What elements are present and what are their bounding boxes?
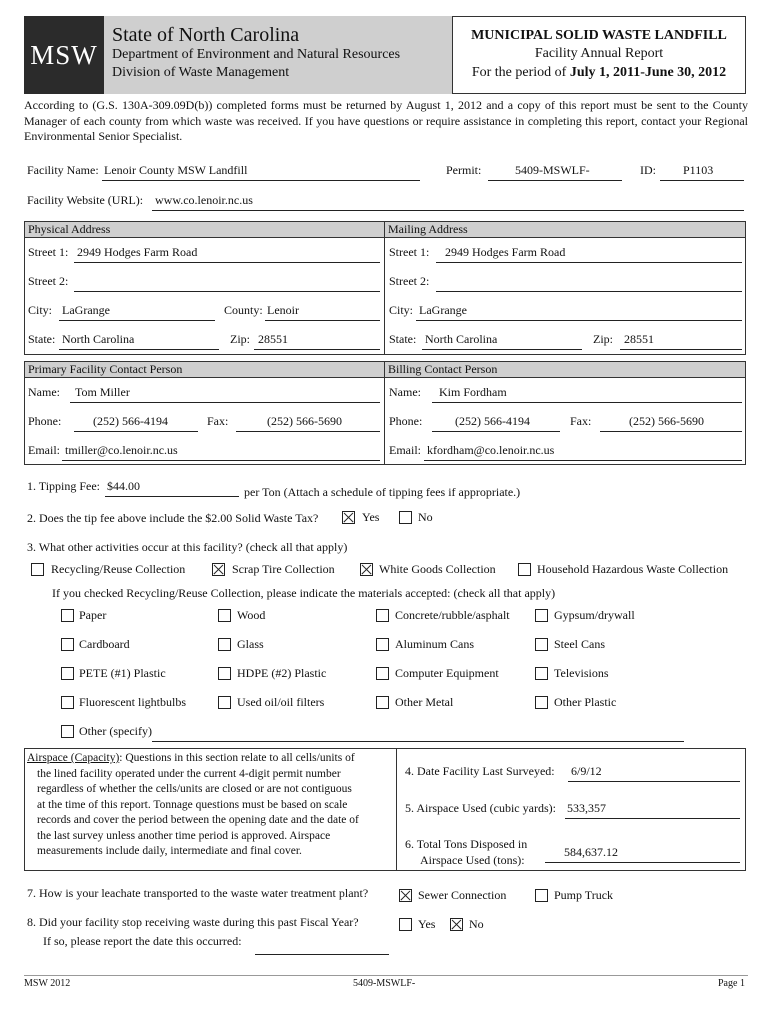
q8-no-label: No (469, 917, 484, 931)
agency-block (104, 16, 452, 94)
q3-label: 3. What other activities occur at this facility? (check all that apply) (27, 540, 348, 554)
material-other-label: Other (specify) (79, 724, 152, 738)
primary-email-line (62, 460, 380, 461)
physical-address-heading: Physical Address (25, 222, 385, 238)
q8-sub-label: If so, please report the date this occurred: (43, 934, 242, 948)
phys-state-value[interactable]: North Carolina (62, 332, 135, 346)
phys-street1-line (74, 262, 380, 263)
phys-county-label: County: (224, 303, 263, 317)
phys-county-line (265, 320, 380, 321)
billing-fax-value[interactable]: (252) 566-5690 (629, 414, 704, 428)
material-other-checkbox[interactable] (61, 725, 74, 738)
airspace-text (27, 751, 359, 860)
q8-yes-label: Yes (418, 917, 436, 931)
q8-date-line[interactable] (255, 954, 389, 955)
material-computer-label: Computer Equipment (395, 666, 499, 680)
material-hdpe-label: HDPE (#2) Plastic (237, 666, 327, 680)
phys-city-label: City: (28, 303, 53, 317)
phys-street1-label: Street 1: (28, 245, 69, 259)
billing-email-line (424, 460, 742, 461)
state-name: State of North Carolina (112, 24, 300, 46)
material-tv-checkbox[interactable] (535, 667, 548, 680)
phys-zip-line (254, 349, 380, 350)
q1-tipping-fee-value[interactable]: $44.00 (107, 479, 140, 493)
primary-phone-value[interactable]: (252) 566-4194 (93, 414, 168, 428)
msw-badge: MSW (24, 16, 104, 94)
material-computer-checkbox[interactable] (376, 667, 389, 680)
mail-state-label: State: (389, 332, 417, 346)
mail-street2-label: Street 2: (389, 274, 430, 288)
activity-scrap-tire-checkbox[interactable] (212, 563, 225, 576)
material-other-plastic-label: Other Plastic (554, 695, 617, 709)
billing-phone-label: Phone: (389, 414, 423, 428)
material-fluorescent-checkbox[interactable] (61, 696, 74, 709)
primary-fax-label: Fax: (207, 414, 229, 428)
material-tv-label: Televisions (554, 666, 609, 680)
billing-contact-heading: Billing Contact Person (385, 362, 745, 378)
phys-state-label: State: (28, 332, 56, 346)
period-value: July 1, 2011-June 30, 2012 (569, 65, 727, 80)
permit-line (488, 180, 622, 181)
primary-email-value[interactable]: tmiller@co.lenoir.nc.us (65, 443, 178, 457)
q8-label: 8. Did your facility stop receiving waste during this past Fiscal Year? (27, 915, 359, 929)
phys-street2-line[interactable] (74, 291, 380, 292)
material-steel-checkbox[interactable] (535, 638, 548, 651)
mail-city-value[interactable]: LaGrange (419, 303, 467, 317)
material-hdpe-checkbox[interactable] (218, 667, 231, 680)
q8-yes-checkbox[interactable] (399, 918, 412, 931)
report-title: MUNICIPAL SOLID WASTE LANDFILL (471, 28, 727, 43)
q5-label: 5. Airspace Used (cubic yards): (405, 801, 556, 815)
mail-city-label: City: (389, 303, 414, 317)
activity-white-goods-label: White Goods Collection (379, 562, 496, 576)
airspace-text-3: at the time of this report. Tonnage questions must be based on scale (37, 798, 348, 811)
material-steel-label: Steel Cans (554, 637, 605, 651)
material-aluminum-label: Aluminum Cans (395, 637, 475, 651)
airspace-line-0 (27, 751, 359, 767)
permit-value[interactable]: 5409-MSWLF- (515, 163, 590, 177)
q7-sewer-checkbox[interactable] (399, 889, 412, 902)
mail-zip-line (620, 349, 742, 350)
report-title-block (452, 16, 746, 94)
intro-paragraph: According to (G.S. 130A-309.09D(b)) completed forms must be returned by August 1, 2012 and a copy of this report must be sent to the County Manager of each county from which waste was received. If you have questions or require assistance in completing this report, contact your Regional Environmental Senior Specialist. (24, 98, 748, 143)
period-prefix: For the period of (471, 65, 570, 80)
material-pete-checkbox[interactable] (61, 667, 74, 680)
contact-divider (384, 362, 385, 464)
activity-recycling-checkbox[interactable] (31, 563, 44, 576)
primary-phone-label: Phone: (28, 414, 62, 428)
q8-no-checkbox[interactable] (450, 918, 463, 931)
id-line (660, 180, 744, 181)
footer-left: MSW 2012 (24, 978, 71, 989)
q6-label-2: Airspace Used (tons): (420, 853, 525, 867)
material-wood-label: Wood (237, 608, 266, 622)
airspace-text-2: regardless of whether the cells/units are closed or are not contiguous (37, 783, 352, 795)
mailing-address-heading: Mailing Address (385, 222, 745, 238)
material-glass-checkbox[interactable] (218, 638, 231, 651)
activity-white-goods-checkbox[interactable] (360, 563, 373, 576)
q2-no-label: No (418, 510, 433, 524)
phys-zip-value[interactable]: 28551 (258, 332, 288, 346)
material-paper-label: Paper (79, 608, 107, 622)
q2-yes-checkbox[interactable] (342, 511, 355, 524)
q4-value[interactable]: 6/9/12 (571, 764, 602, 778)
facility-name-label: Facility Name: (27, 163, 99, 177)
mail-city-line (416, 320, 742, 321)
primary-name-value[interactable]: Tom Miller (75, 385, 130, 399)
footer-page-number: Page 1 (718, 978, 745, 989)
billing-name-label: Name: (389, 385, 421, 399)
material-other-plastic-checkbox[interactable] (535, 696, 548, 709)
billing-name-line (432, 402, 742, 403)
phys-county-value[interactable]: Lenoir (267, 303, 299, 317)
address-divider (384, 222, 385, 354)
billing-email-label: Email: (389, 443, 421, 457)
q4-line (568, 781, 740, 782)
report-period (453, 63, 745, 82)
airspace-text-6: measurements include daily, intermediate and final cover. (37, 845, 302, 857)
primary-email-label: Email: (28, 443, 60, 457)
activity-recycling-label: Recycling/Reuse Collection (51, 562, 186, 576)
material-other-line[interactable] (152, 741, 684, 742)
q7-pump-truck-checkbox[interactable] (535, 889, 548, 902)
q1-label: 1. Tipping Fee: (27, 479, 101, 493)
phys-city-line (59, 320, 215, 321)
billing-phone-line (432, 431, 560, 432)
facility-name-line (102, 180, 420, 181)
form-header (24, 16, 746, 94)
q1-suffix: per Ton (Attach a schedule of tipping fees if appropriate.) (244, 485, 521, 499)
airspace-text-4: records and cover the period between the opening date and the date of (37, 814, 359, 826)
material-gypsum-label: Gypsum/drywall (554, 608, 635, 622)
website-label: Facility Website (URL): (27, 193, 144, 207)
q6-line (545, 862, 740, 863)
primary-fax-value[interactable]: (252) 566-5690 (267, 414, 342, 428)
material-paper-checkbox[interactable] (61, 609, 74, 622)
q2-yes-label: Yes (362, 510, 380, 524)
airspace-text-5: the last survey unless another time period is approved. Airspace (37, 829, 331, 842)
q2-label: 2. Does the tip fee above include the $2.00 Solid Waste Tax? (27, 511, 319, 525)
material-concrete-label: Concrete/rubble/asphalt (395, 608, 510, 622)
material-cardboard-label: Cardboard (79, 637, 130, 651)
airspace-divider (396, 749, 397, 870)
activity-scrap-tire-label: Scrap Tire Collection (232, 562, 335, 576)
q5-value[interactable]: 533,357 (567, 801, 606, 815)
facility-name-value[interactable]: Lenoir County MSW Landfill (104, 163, 248, 177)
billing-fax-label: Fax: (570, 414, 592, 428)
mail-street2-line[interactable] (436, 291, 742, 292)
billing-name-value[interactable]: Kim Fordham (439, 385, 507, 399)
material-cardboard-checkbox[interactable] (61, 638, 74, 651)
billing-fax-line (600, 431, 742, 432)
material-fluorescent-label: Fluorescent lightbulbs (79, 695, 186, 709)
airspace-heading: Airspace (Capacity) (27, 752, 120, 764)
material-oil-checkbox[interactable] (218, 696, 231, 709)
q1-line (105, 496, 239, 497)
id-label: ID: (640, 163, 656, 177)
q6-label-1: 6. Total Tons Disposed in (405, 837, 528, 851)
material-other-metal-checkbox[interactable] (376, 696, 389, 709)
website-value[interactable]: www.co.lenoir.nc.us (155, 193, 253, 207)
phys-zip-label: Zip: (230, 332, 250, 346)
billing-email-value[interactable]: kfordham@co.lenoir.nc.us (427, 443, 555, 457)
activity-hhw-label: Household Hazardous Waste Collection (537, 562, 729, 576)
mail-street1-label: Street 1: (389, 245, 430, 259)
footer-rule (24, 975, 748, 976)
airspace-text-1: the lined facility operated under the current 4-digit permit number (37, 767, 341, 780)
q4-label: 4. Date Facility Last Surveyed: (405, 764, 555, 778)
material-concrete-checkbox[interactable] (376, 609, 389, 622)
material-other-metal-label: Other Metal (395, 695, 454, 709)
q7-pump-truck-label: Pump Truck (554, 888, 614, 902)
primary-contact-heading: Primary Facility Contact Person (25, 362, 385, 378)
mail-zip-value[interactable]: 28551 (624, 332, 654, 346)
q5-line (565, 818, 740, 819)
material-gypsum-checkbox[interactable] (535, 609, 548, 622)
primary-fax-line (236, 431, 380, 432)
material-oil-label: Used oil/oil filters (237, 695, 325, 709)
material-glass-label: Glass (237, 637, 264, 651)
q7-label: 7. How is your leachate transported to the waste water treatment plant? (27, 886, 369, 900)
q6-value[interactable]: 584,637.12 (564, 845, 618, 859)
department-name: Department of Environment and Natural Resources (112, 47, 401, 62)
website-line (152, 210, 744, 211)
billing-phone-value[interactable]: (252) 566-4194 (455, 414, 530, 428)
id-value[interactable]: P1103 (683, 163, 714, 177)
phys-state-line (59, 349, 219, 350)
phys-street1-value[interactable]: 2949 Hodges Farm Road (77, 245, 198, 259)
footer-center: 5409-MSWLF- (353, 978, 416, 989)
activity-hhw-checkbox[interactable] (518, 563, 531, 576)
primary-name-line (70, 402, 380, 403)
phys-street2-label: Street 2: (28, 274, 69, 288)
airspace-text-0: : Questions in this section relate to all cells/units of (119, 752, 355, 764)
mail-zip-label: Zip: (593, 332, 613, 346)
mail-street1-value[interactable]: 2949 Hodges Farm Road (445, 245, 566, 259)
material-aluminum-checkbox[interactable] (376, 638, 389, 651)
permit-label: Permit: (446, 163, 482, 177)
report-subtitle: Facility Annual Report (534, 46, 664, 61)
phys-city-value[interactable]: LaGrange (62, 303, 110, 317)
mail-state-value[interactable]: North Carolina (425, 332, 498, 346)
division-name: Division of Waste Management (112, 65, 290, 80)
material-wood-checkbox[interactable] (218, 609, 231, 622)
primary-name-label: Name: (28, 385, 60, 399)
q7-sewer-label: Sewer Connection (418, 888, 507, 902)
mail-state-line (422, 349, 582, 350)
mail-street1-line (436, 262, 742, 263)
material-pete-label: PETE (#1) Plastic (79, 666, 166, 680)
primary-phone-line (74, 431, 198, 432)
materials-instruction: If you checked Recycling/Reuse Collection, please indicate the materials accepted: (check all that apply) (52, 586, 556, 600)
q2-no-checkbox[interactable] (399, 511, 412, 524)
